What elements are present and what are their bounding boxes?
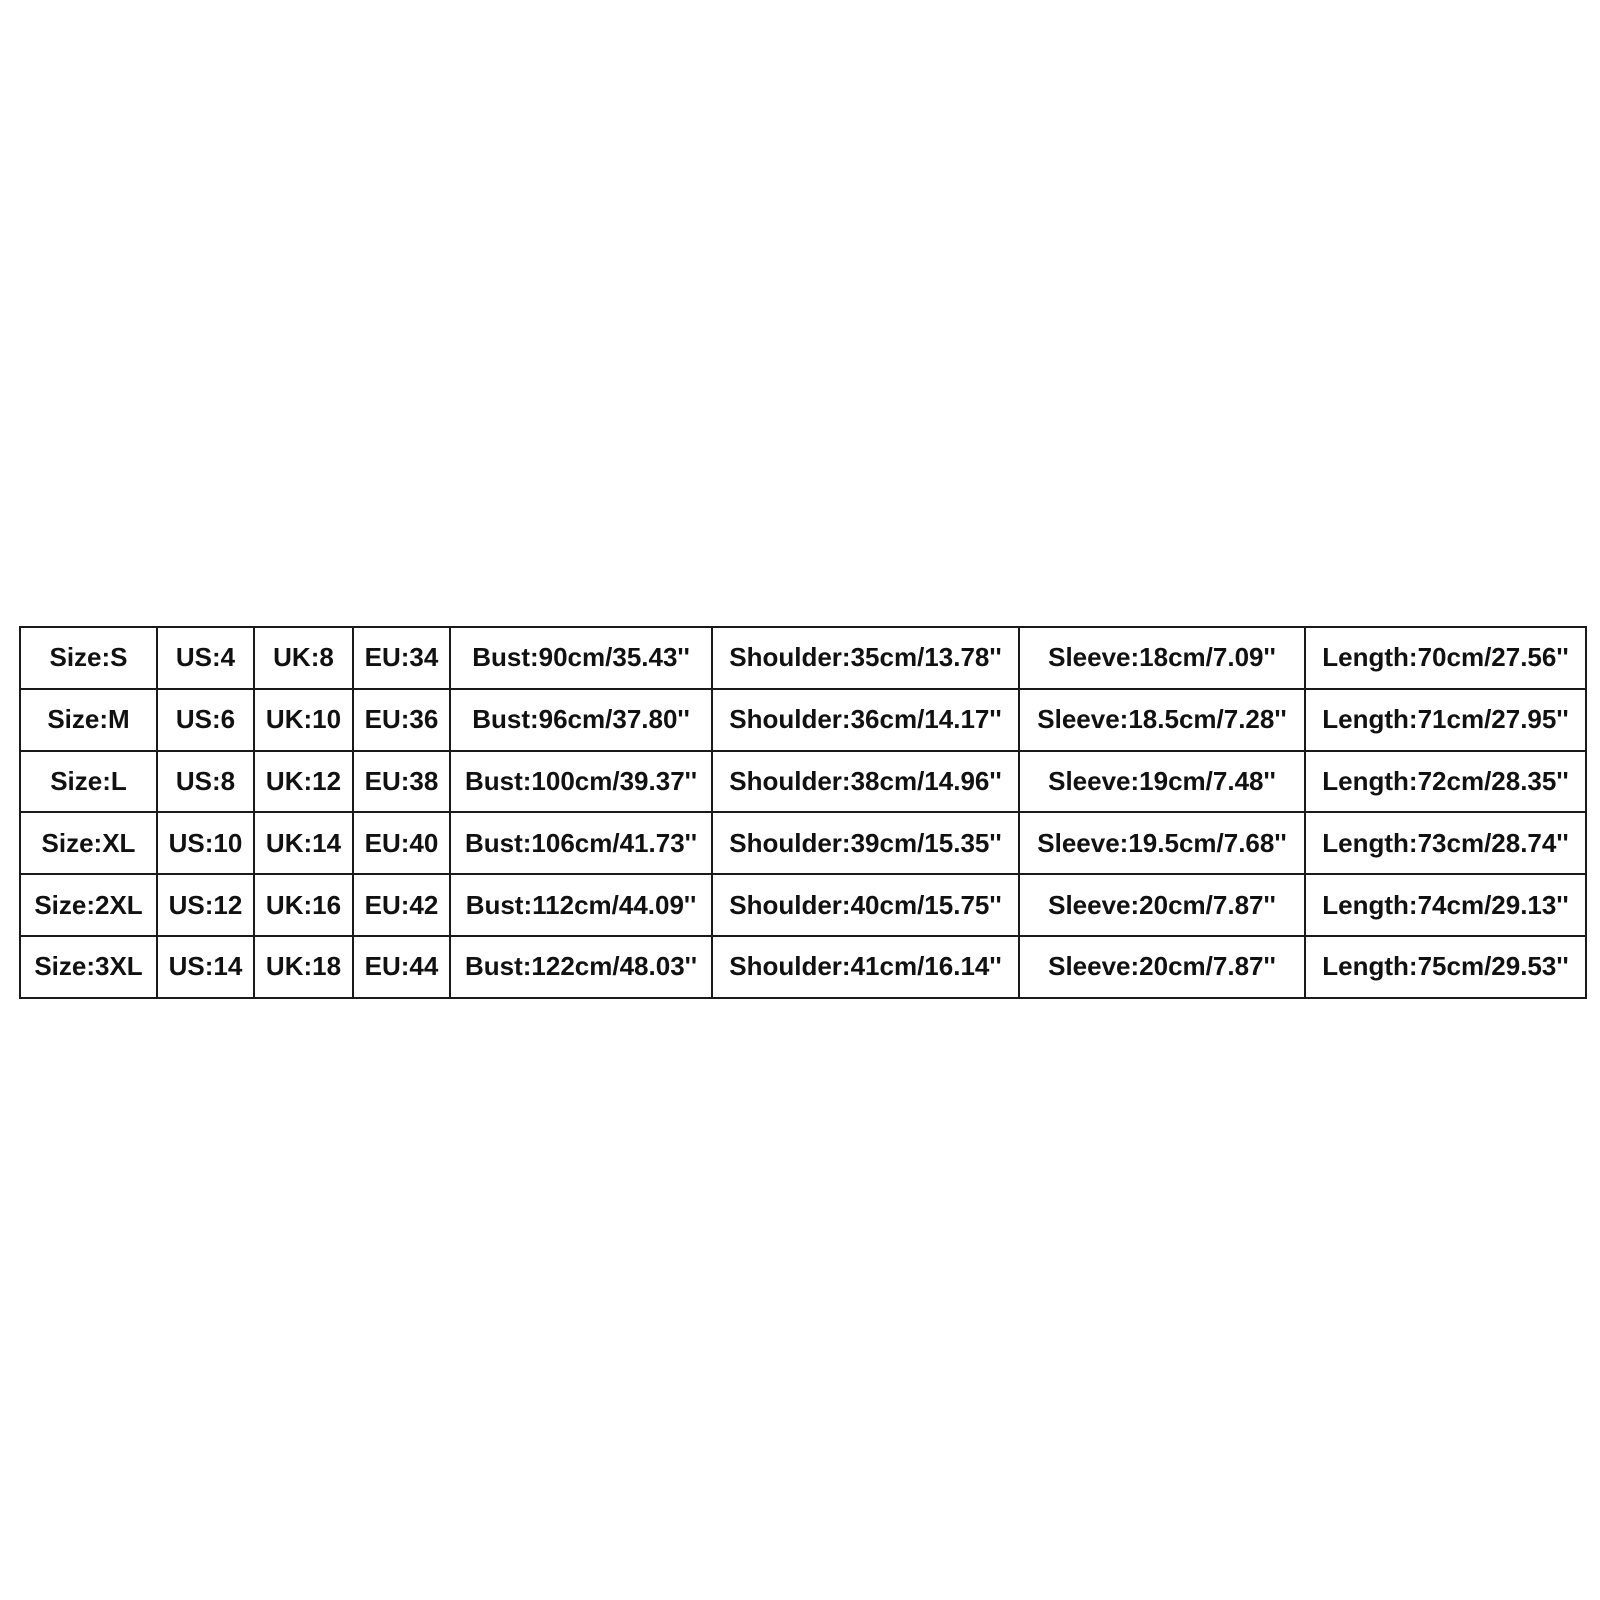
size-cell: Size:2XL bbox=[20, 874, 157, 936]
uk-size-cell: UK:18 bbox=[254, 936, 353, 998]
bust-cell: Bust:100cm/39.37'' bbox=[450, 751, 712, 813]
bust-cell: Bust:96cm/37.80'' bbox=[450, 689, 712, 751]
us-size-cell: US:10 bbox=[157, 812, 254, 874]
uk-size-cell: UK:8 bbox=[254, 627, 353, 689]
table-row bbox=[20, 812, 1586, 874]
eu-size-cell: EU:44 bbox=[353, 936, 450, 998]
shoulder-cell: Shoulder:35cm/13.78'' bbox=[712, 627, 1019, 689]
sleeve-cell: Sleeve:18.5cm/7.28'' bbox=[1019, 689, 1305, 751]
shoulder-cell: Shoulder:40cm/15.75'' bbox=[712, 874, 1019, 936]
length-cell: Length:74cm/29.13'' bbox=[1305, 874, 1586, 936]
bust-cell: Bust:122cm/48.03'' bbox=[450, 936, 712, 998]
size-chart-body bbox=[20, 627, 1586, 998]
bust-cell: Bust:112cm/44.09'' bbox=[450, 874, 712, 936]
length-cell: Length:72cm/28.35'' bbox=[1305, 751, 1586, 813]
size-chart-table bbox=[19, 626, 1587, 999]
us-size-cell: US:4 bbox=[157, 627, 254, 689]
us-size-cell: US:8 bbox=[157, 751, 254, 813]
table-row bbox=[20, 874, 1586, 936]
table-row bbox=[20, 627, 1586, 689]
eu-size-cell: EU:36 bbox=[353, 689, 450, 751]
sleeve-cell: Sleeve:18cm/7.09'' bbox=[1019, 627, 1305, 689]
eu-size-cell: EU:34 bbox=[353, 627, 450, 689]
size-cell: Size:S bbox=[20, 627, 157, 689]
size-cell: Size:3XL bbox=[20, 936, 157, 998]
length-cell: Length:75cm/29.53'' bbox=[1305, 936, 1586, 998]
eu-size-cell: EU:40 bbox=[353, 812, 450, 874]
bust-cell: Bust:106cm/41.73'' bbox=[450, 812, 712, 874]
table-row bbox=[20, 689, 1586, 751]
size-cell: Size:M bbox=[20, 689, 157, 751]
shoulder-cell: Shoulder:36cm/14.17'' bbox=[712, 689, 1019, 751]
sleeve-cell: Sleeve:19cm/7.48'' bbox=[1019, 751, 1305, 813]
shoulder-cell: Shoulder:38cm/14.96'' bbox=[712, 751, 1019, 813]
sleeve-cell: Sleeve:20cm/7.87'' bbox=[1019, 874, 1305, 936]
size-cell: Size:XL bbox=[20, 812, 157, 874]
eu-size-cell: EU:42 bbox=[353, 874, 450, 936]
us-size-cell: US:14 bbox=[157, 936, 254, 998]
table-row bbox=[20, 751, 1586, 813]
sleeve-cell: Sleeve:19.5cm/7.68'' bbox=[1019, 812, 1305, 874]
table-row bbox=[20, 936, 1586, 998]
shoulder-cell: Shoulder:41cm/16.14'' bbox=[712, 936, 1019, 998]
bust-cell: Bust:90cm/35.43'' bbox=[450, 627, 712, 689]
length-cell: Length:71cm/27.95'' bbox=[1305, 689, 1586, 751]
shoulder-cell: Shoulder:39cm/15.35'' bbox=[712, 812, 1019, 874]
uk-size-cell: UK:12 bbox=[254, 751, 353, 813]
uk-size-cell: UK:14 bbox=[254, 812, 353, 874]
uk-size-cell: UK:10 bbox=[254, 689, 353, 751]
uk-size-cell: UK:16 bbox=[254, 874, 353, 936]
us-size-cell: US:6 bbox=[157, 689, 254, 751]
length-cell: Length:73cm/28.74'' bbox=[1305, 812, 1586, 874]
size-cell: Size:L bbox=[20, 751, 157, 813]
length-cell: Length:70cm/27.56'' bbox=[1305, 627, 1586, 689]
eu-size-cell: EU:38 bbox=[353, 751, 450, 813]
us-size-cell: US:12 bbox=[157, 874, 254, 936]
sleeve-cell: Sleeve:20cm/7.87'' bbox=[1019, 936, 1305, 998]
